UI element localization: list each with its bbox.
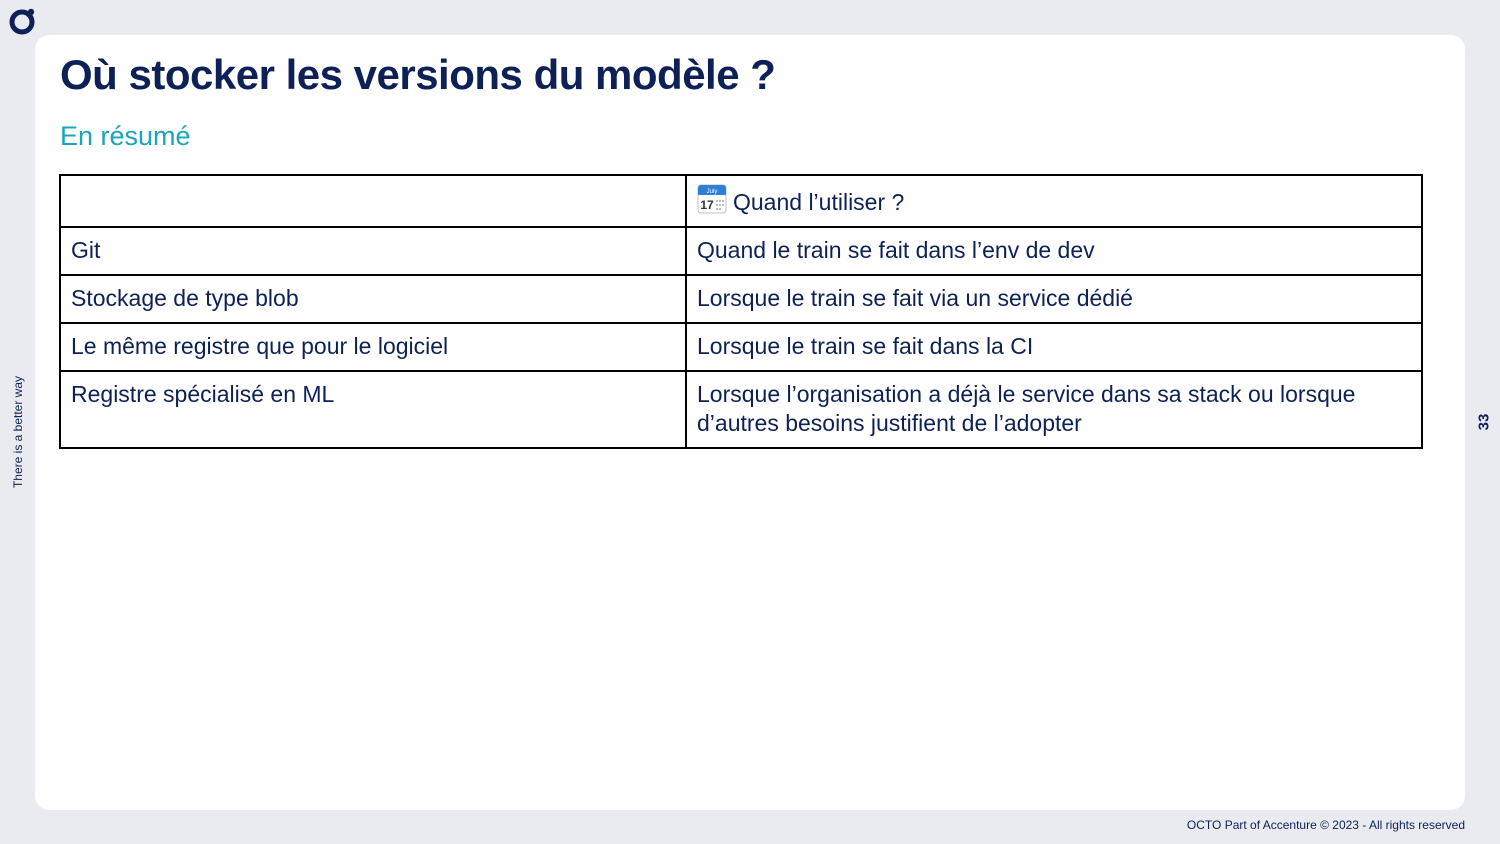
table-row (60, 323, 1422, 371)
slide-content-card (35, 35, 1465, 810)
header-cell-when (686, 175, 1422, 227)
summary-table (59, 174, 1423, 449)
table-row (60, 275, 1422, 323)
page-number: 33 (1475, 413, 1493, 431)
when-cell: Lorsque le train se fait dans la CI (686, 323, 1422, 371)
slide-title: Où stocker les versions du modèle ? (60, 51, 776, 98)
footer-copyright: OCTO Part of Accenture © 2023 - All rights reserved (1186, 818, 1465, 832)
option-cell: Registre spécialisé en ML (60, 371, 686, 448)
calendar-icon (697, 184, 727, 214)
header-cell-empty (60, 175, 686, 227)
header-when-label: Quand l’utiliser ? (733, 189, 905, 215)
calendar-month-label: July (706, 189, 718, 195)
table-row (60, 371, 1422, 448)
option-cell: Git (60, 227, 686, 275)
option-cell: Le même registre que pour le logiciel (60, 323, 686, 371)
octo-logo-icon (8, 6, 38, 36)
slide-subtitle: En résumé (60, 121, 191, 151)
when-cell: Quand le train se fait dans l’env de dev (686, 227, 1422, 275)
tagline-vertical: There is a better way (11, 375, 25, 489)
option-cell: Stockage de type blob (60, 275, 686, 323)
when-cell: Lorsque l’organisation a déjà le service dans sa stack ou lorsque d’autres besoins justifient de l’adopter (686, 371, 1422, 448)
calendar-day-label: 17 (700, 198, 714, 212)
table-header-row (60, 175, 1422, 227)
when-cell: Lorsque le train se fait via un service dédié (686, 275, 1422, 323)
table-row (60, 227, 1422, 275)
